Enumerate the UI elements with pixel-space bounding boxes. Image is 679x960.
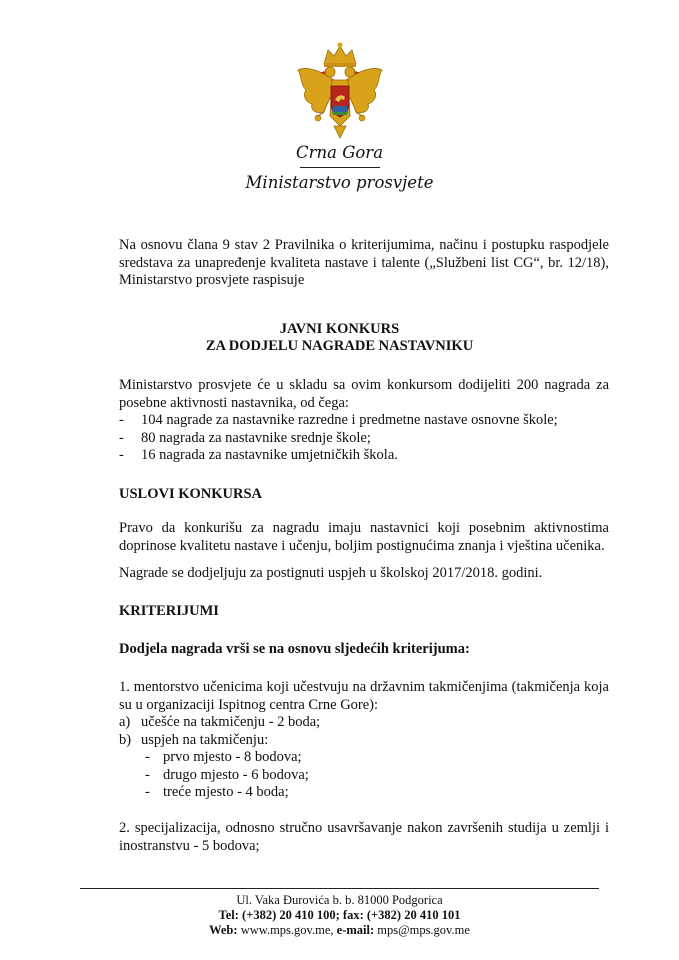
document-title-line2: ZA DODJELU NAGRADE NASTAVNIKU — [205, 338, 474, 354]
letterhead-divider — [300, 167, 380, 168]
list-dash: - — [145, 784, 150, 800]
award-item-secondary: 80 nagrada za nastavnike srednje škole; — [141, 429, 371, 446]
kriterijumi-subheading: Dodjela nagrada vrši se na osnovu sljedećih kriterijuma: — [119, 641, 470, 657]
list-dash: - — [145, 749, 150, 765]
list-dash: - — [119, 412, 124, 428]
intro-text: Na osnovu člana 9 stav 2 Pravilnika o kriterijumima, načinu i postupku raspodjele sredstava za unapređenje kvaliteta nastave i talente („Službeni list CG“, br. 12/18), Ministarstvo prosvjete raspisuje — [119, 237, 609, 288]
placement-first: prvo mjesto - 8 bodova; — [163, 749, 302, 765]
list-item — [141, 749, 309, 767]
list-item — [119, 714, 320, 732]
list-item — [141, 784, 309, 802]
awards-intro-text: Ministarstvo prosvjete će u skladu sa ovim konkursom dodijeliti 200 nagrada za posebne aktivnosti nastavnika, od čega: — [119, 377, 609, 411]
awards-intro — [119, 377, 609, 412]
placement-second: drugo mjesto - 6 bodova; — [163, 766, 309, 783]
uslovi-paragraph — [119, 520, 609, 555]
list-item — [119, 447, 558, 465]
option-label: b) — [119, 731, 132, 748]
ministry-name: Ministarstvo prosvjete — [245, 173, 434, 192]
footer-phone-line — [0, 908, 679, 923]
award-item-primary: 104 nagrade za nastavnike razredne i predmetne nastave osnovne škole; — [141, 412, 558, 428]
option-text: uspjeh na takmičenju: — [141, 731, 269, 748]
kriterijumi-heading: KRITERIJUMI — [119, 603, 219, 619]
option-text: učešće na takmičenju - 2 boda; — [141, 714, 321, 730]
criterion-1-text: 1. mentorstvo učenicima koji učestvuju na državnim takmičenjima (takmičenja koja su u organizaciji Ispitnog centra Crne Gore): — [119, 679, 609, 713]
list-dash: - — [145, 766, 150, 783]
email-link[interactable]: mps@mps.gov.me — [377, 923, 470, 937]
footer-web-line — [0, 923, 679, 938]
year-text: Nagrade se dodjeljuju za postignuti uspjeh u školskoj 2017/2018. godini. — [119, 565, 543, 581]
tel-label: Tel: — [218, 908, 239, 922]
award-item-art: 16 nagrada za nastavnike umjetničkih škola. — [141, 447, 398, 463]
criterion-2-text: 2. specijalizacija, odnosno stručno usavršavanje nakon završenih studija u zemlji i inostranstvu - 5 bodova; — [119, 820, 609, 854]
footer-divider — [80, 888, 599, 889]
criterion-1-options — [119, 714, 320, 749]
placement-list — [141, 749, 309, 802]
list-dash: - — [119, 429, 124, 446]
year-paragraph — [119, 565, 609, 583]
awards-list — [119, 412, 558, 465]
criterion-2 — [119, 820, 609, 855]
intro-paragraph — [119, 237, 609, 290]
country-name: Crna Gora — [295, 143, 384, 162]
fax-label: fax: — [342, 908, 364, 922]
web-label: Web: — [209, 923, 238, 937]
list-item — [119, 412, 558, 430]
web-link[interactable]: www.mps.gov.me, — [240, 923, 334, 937]
fax-number: (+382) 20 410 101 — [366, 908, 461, 922]
criterion-1 — [119, 679, 609, 714]
option-label: a) — [119, 714, 131, 730]
placement-third: treće mjesto - 4 boda; — [163, 784, 289, 800]
list-dash: - — [119, 447, 124, 463]
coat-of-arms-emblem — [294, 40, 386, 142]
list-item — [119, 732, 320, 750]
uslovi-heading: USLOVI KONKURSA — [119, 486, 263, 502]
uslovi-text: Pravo da konkurišu za nagradu imaju nastavnici koji posebnim aktivnostima doprinose kvalitetu nastave i učenju, boljim postignućima znanja i vještina učenika. — [119, 520, 609, 554]
document-title-line1: JAVNI KONKURS — [279, 321, 400, 337]
email-label: e-mail: — [336, 923, 375, 937]
footer-address: Ul. Vaka Đurovića b. b. 81000 Podgorica — [236, 893, 443, 907]
list-item — [141, 767, 309, 785]
list-item — [119, 430, 558, 448]
tel-number: (+382) 20 410 100; — [242, 908, 340, 922]
